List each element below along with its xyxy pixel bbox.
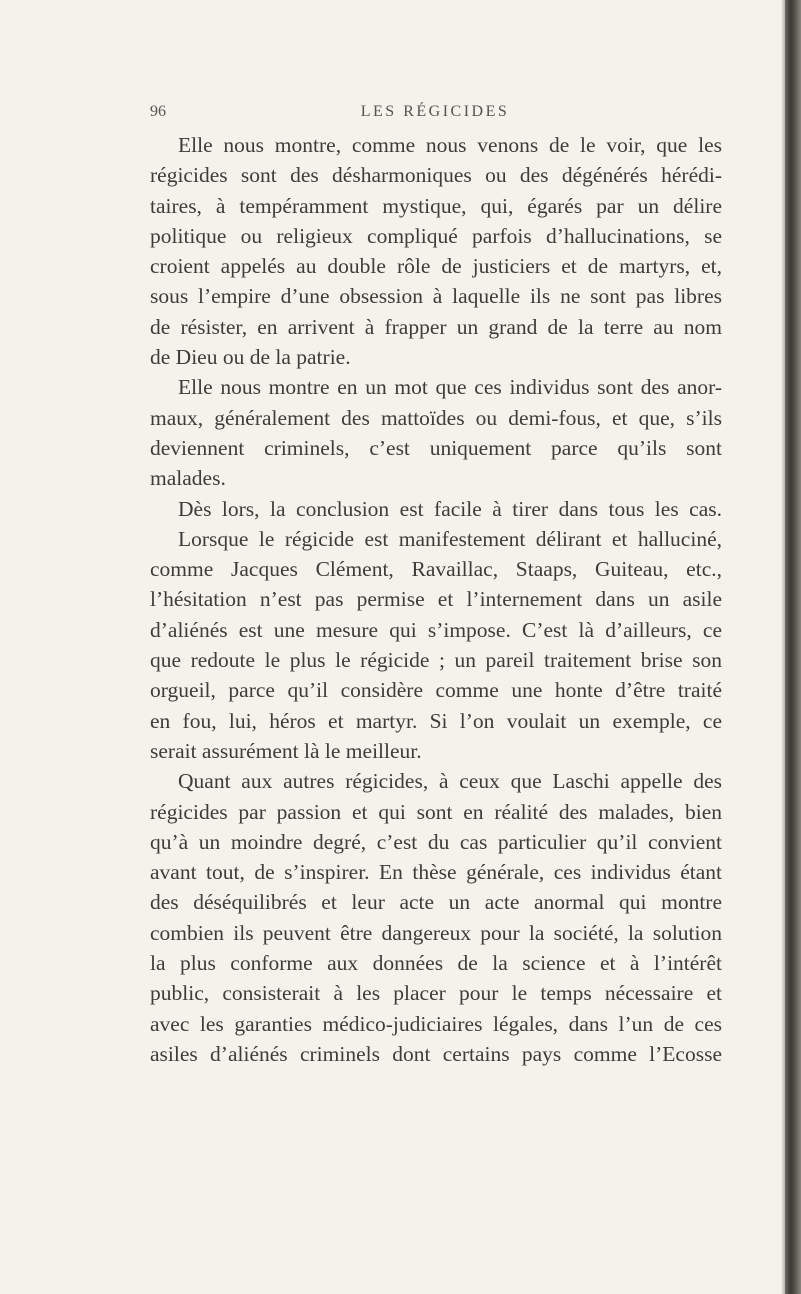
text-line: des déséquilibrés et leur acte un acte anormal qui montre (150, 890, 722, 915)
text-line: avant tout, de s’inspirer. En thèse générale, ces individus étant (150, 860, 722, 885)
running-title: LES RÉGICIDES (360, 103, 510, 120)
text-line: asiles d’aliénés criminels dont certains pays comme l’Ecosse (150, 1041, 722, 1066)
text-line: de résister, en arrivent à frapper un grand de la terre au nom (150, 314, 722, 339)
page-header (150, 103, 720, 127)
text-line: malades. (150, 466, 226, 491)
text-line: de Dieu ou de la patrie. (150, 345, 351, 370)
text-line: avec les garanties médico-judiciaires légales, dans l’un de ces (150, 1011, 722, 1036)
page-number: 96 (150, 103, 166, 120)
text-line: sous l’empire d’une obsession à laquelle ils ne sont pas libres (150, 284, 722, 309)
text-line: public, consisterait à les placer pour le temps nécessaire et (150, 981, 722, 1006)
text-line: régicides par passion et qui sont en réalité des malades, bien (150, 799, 722, 824)
text-line: orgueil, parce qu’il considère comme une honte d’être traité (150, 678, 722, 703)
text-line: taires, à tempéramment mystique, qui, égarés par un délire (150, 193, 722, 218)
text-line: comme Jacques Clément, Ravaillac, Staaps, Guiteau, etc., (150, 557, 722, 582)
text-line: que redoute le plus le régicide ; un pareil traitement brise son (150, 648, 722, 673)
body-text (150, 130, 722, 1069)
text-line: l’hésitation n’est pas permise et l’internement dans un asile (150, 587, 722, 612)
text-line: Elle nous montre, comme nous venons de le voir, que les (178, 133, 722, 157)
text-line: maux, généralement des mattoïdes ou demi-fous, et que, s’ils (150, 405, 722, 430)
text-line: en fou, lui, héros et martyr. Si l’on voulait un exemple, ce (150, 708, 722, 733)
text-line: deviennent criminels, c’est uniquement parce qu’ils sont (150, 435, 722, 460)
text-line: combien ils peuvent être dangereux pour la société, la solution (150, 920, 722, 945)
text-line: serait assurément là le meilleur. (150, 738, 422, 763)
text-line: croient appelés au double rôle de justiciers et de martyrs, et, (150, 254, 722, 279)
text-line: Lorsque le régicide est manifestement délirant et halluciné, (178, 526, 722, 551)
text-line: Elle nous montre en un mot que ces individus sont des anor- (178, 375, 722, 400)
text-line: politique ou religieux compliqué parfois d’hallucinations, se (150, 223, 722, 248)
text-line: régicides sont des désharmoniques ou des dégénérés hérédi- (150, 163, 722, 188)
text-line: Quant aux autres régicides, à ceux que Laschi appelle des (178, 769, 722, 794)
page-edge-shadow (785, 0, 801, 1294)
text-line: Dès lors, la conclusion est facile à tirer dans tous les cas. (178, 496, 722, 521)
text-line: la plus conforme aux données de la science et à l’intérêt (150, 951, 722, 976)
text-line: qu’à un moindre degré, c’est du cas particulier qu’il convient (150, 829, 722, 854)
text-line: d’aliénés est une mesure qui s’impose. C’est là d’ailleurs, ce (150, 617, 722, 642)
